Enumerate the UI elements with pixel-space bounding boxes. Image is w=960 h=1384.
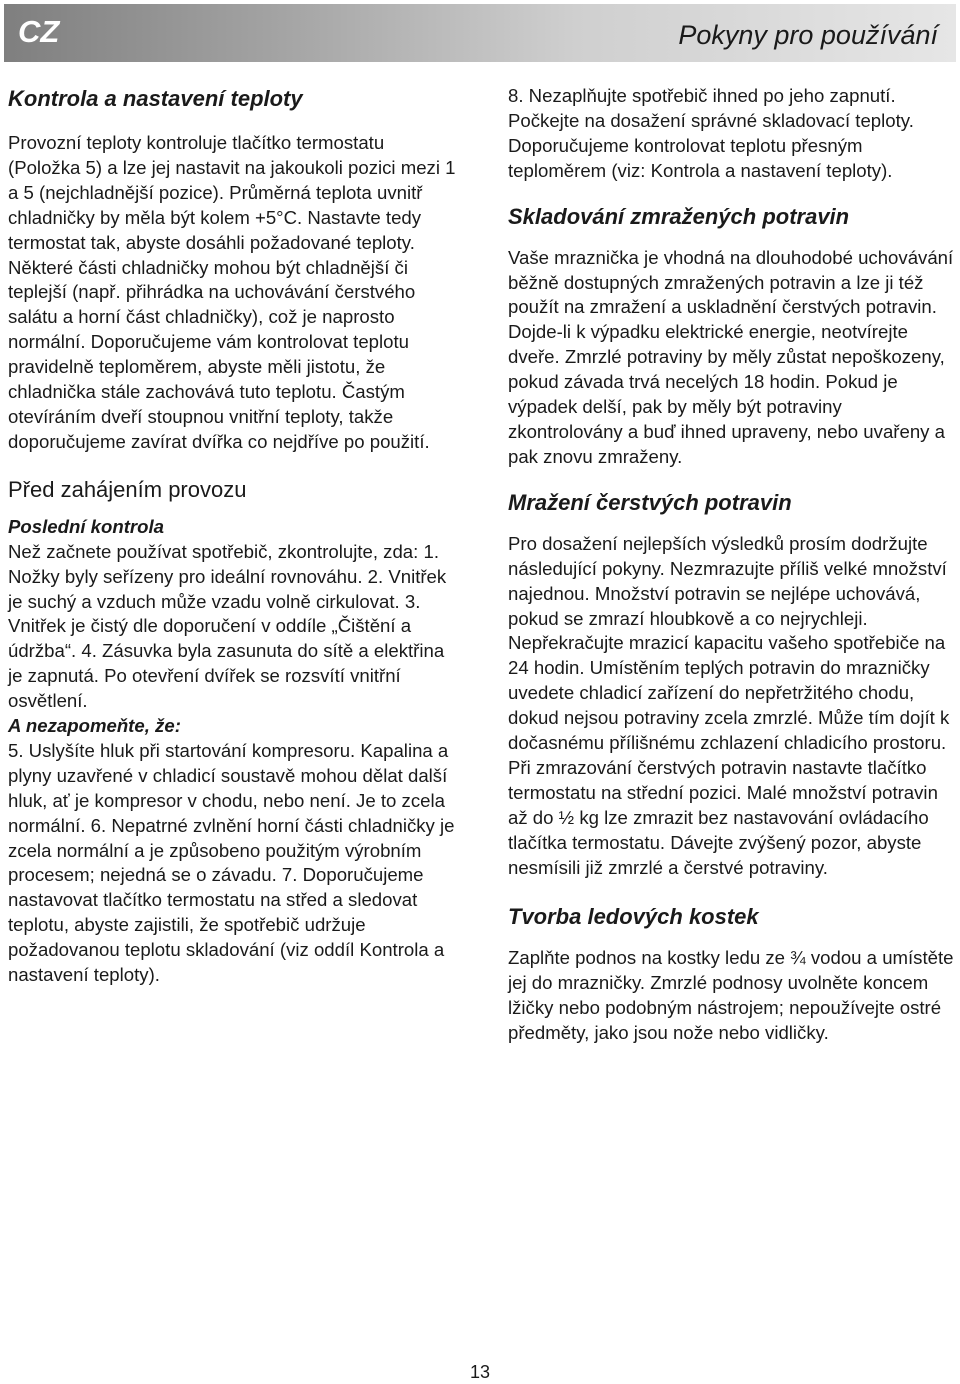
section-heading-frozen-storage: Skladování zmražených potravin [508, 203, 850, 229]
page-header [4, 4, 956, 62]
section-heading-ice-cubes: Tvorba ledových kostek [508, 904, 759, 930]
page-number: 13 [469, 1362, 491, 1382]
left-column [8, 82, 456, 988]
header-title: Pokyny pro používání [678, 20, 938, 50]
paragraph-notes: 5. Uslyšíte hluk při startování kompresoru. Kapalina a plyny uzavřené v chladicí soustavě mohou dělat další hluk, ať je kompresor v chodu, nebo není. Je to zcela normální. 6. Nepatrné zvlnění horní části chladničky je zcela normální a je způsobeno použitým výrobním procesem; nejedná se o závadu. 7. Doporučujeme nastavovat tlačítko termostatu na střed a sledovat teplotu, abyste zajistili, že spotřebič udržuje požadovanou teplotu skladování (viz oddíl Kontrola a nastavení teploty). [8, 739, 455, 986]
paragraph-ice-cubes: Zaplňte podnos na kostky ledu ze ¾ vodou a umístěte jej do mrazničky. Zmrzlé podnosy uvolněte koncem lžičky nebo podobným nástrojem; nepoužívejte ostré předměty, jako jsou nože nebo vidličky. [508, 947, 954, 1044]
subheading-dont-forget: A nezapomeňte, že: [8, 715, 181, 737]
subheading-last-check: Poslední kontrola [8, 515, 165, 537]
section-heading-before-use: Před zahájením provozu [8, 476, 247, 502]
paragraph-checklist: Než začnete používat spotřebič, zkontrolujte, zda: 1. Nožky byly seřízeny pro ideální rovnováhu. 2. Vnitřek je suchý a vzduch může vzadu volně cirkulovat. 3. Vnitřek je čistý dle doporučení v oddíle „Čištění a údržba“. 4. Zásuvka byla zasunuta do sítě a elektřina je zapnutá. Po otevření dvířek se rozsvítí vnitřní osvětlení. [8, 540, 447, 712]
language-label: CZ [18, 14, 60, 49]
section-heading-freezing: Mražení čerstvých potravin [508, 489, 792, 515]
paragraph-temperature: Provozní teploty kontroluje tlačítko termostatu (Položka 5) a lze jej nastavit na jakoukoli pozici mezi 1 a 5 (nejchladnější pozice). Průměrná teplota uvnitř chladničky by měla být kolem +5°C. Nastavte tedy termostat tak, abyste dosáhli požadované teploty. Některé části chladničky mohou být chladnější či teplejší (např. přihrádka na uchovávání čerstvého salátu a horní část chladničky), což je naprosto normální. Doporučujeme vám kontrolovat teplotu pravidelně teploměrem, abyste měli jistotu, že chladnička stále zachovává tuto teplotu. Častým otevíráním dveří stoupnou vnitřní teploty, takže doporučujeme zavírat dvířka co nejdříve po použití. [8, 132, 456, 452]
paragraph-item-8: 8. Nezaplňujte spotřebič ihned po jeho zapnutí. Počkejte na dosažení správné skladovací teploty. Doporučujeme kontrolovat teplotu přesným teploměrem (viz: Kontrola a nastavení teploty). [508, 85, 914, 181]
right-column [508, 84, 954, 1046]
paragraph-frozen-storage: Vaše mraznička je vhodná na dlouhodobé uchovávání běžně dostupných zmražených potravin a lze ji též použít na zmražení a uskladnění čerstvých potravin. Dojde-li k výpadku elektrické energie, neotvírejte dveře. Zmrzlé potraviny by měly zůstat nepoškozeny, pokud závada trvá necelých 18 hodin. Pokud je výpadek delší, pak by měly být potraviny zkontrolovány a buď ihned upraveny, nebo uvařeny a pak znovu zmraženy. [508, 246, 954, 467]
section-heading-temperature: Kontrola a nastavení teploty [8, 86, 303, 111]
paragraph-freezing: Pro dosažení nejlepších výsledků prosím dodržujte následující pokyny. Nezmrazujte příliš velké množství najednou. Množství potravin se nejlépe uchovává, pokud se zmrazí hloubkově a co nejrychleji. Nepřekračujte mrazicí kapacitu vašeho spotřebiče na 24 hodin. Umístěním teplých potravin do mrazničky uvedete chladicí zařízení do nepřetržitého chodu, dokud nejsou potraviny zcela zmrzlé. Může tím dojít k dočasnému přílišnému zchlazení chladicího prostoru. Při zmrazování čerstvých potravin nastavte tlačítko termostatu na střední pozici. Malé množství potravin až do ½ kg lze zmrazit bez nastavování ovládacího tlačítka termostatu. Dávejte zvýšený pozor, abyste nesmísili již zmrzlé a čerstvé potraviny. [508, 532, 950, 878]
